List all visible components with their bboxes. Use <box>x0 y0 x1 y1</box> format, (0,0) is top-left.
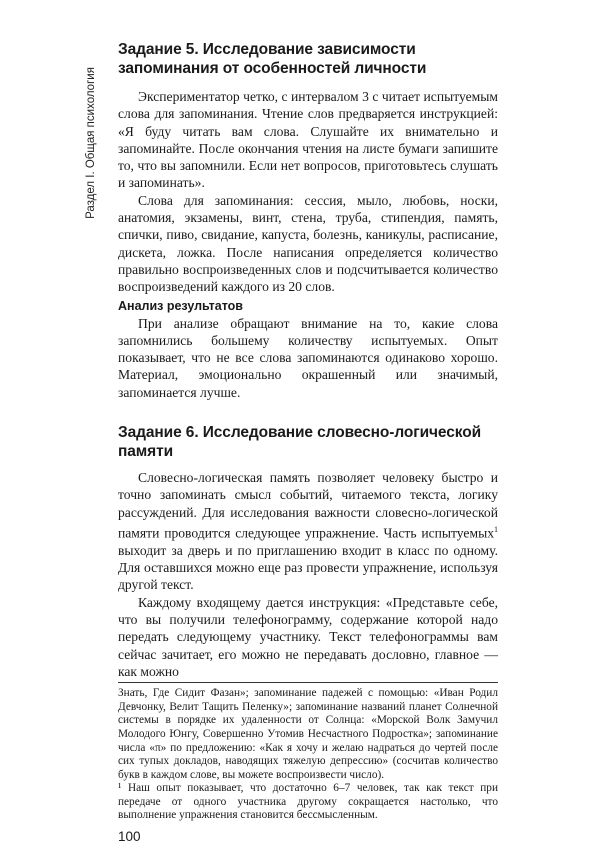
footnote-1: ¹ Наш опыт показывает, что достаточно 6–7 человек, так как текст при передаче от одного участника другому сокращается настолько, что выполнение упражнения становится бессмысленным. <box>118 782 498 822</box>
footnote-divider <box>118 682 498 683</box>
footnotes <box>118 687 498 823</box>
task6-title: Задание 6. Исследование словесно-логической памяти <box>118 424 482 461</box>
chapter-side-tab-label: Раздел I. Общая психология <box>85 67 98 219</box>
task6-paragraph-1 <box>118 469 498 594</box>
task6-paragraph-1-end: выходит за дверь и по приглашению входит в класс по одному. Для оставшихся можно еще раз провести упражнение, используя другой текст. <box>118 542 498 593</box>
footnote-continuation: Знать, Где Сидит Фазан»; запоминание падежей с помощью: «Иван Родил Девчонку, Велит Тащить Пеленку»; запоминание названий планет Солнечной системы в порядке их удаленности от Солнца: «Морской Волк Замучил Молодого Юнгу, Совершенно Утомив Несчастного Подростка»; запоминание числа «π» по предложению: «Как я хочу и желаю надраться до чертей после сих тупых докладов, наводящих тяжелую депрессию» (сосчитав количество букв в каждом слове, вы можете воспроизвести число). <box>118 687 498 781</box>
task5-paragraph-2: Слова для запоминания: сессия, мыло, любовь, носки, анатомия, экзамены, винт, стена, труба, стипендия, память, спички, пиво, свидание, капуста, болезнь, каникулы, расписание, дискета, ложка. После написания определяется количество правильно воспроизведенных слов и подсчитывается количество воспроизведений каждого из 20 слов. <box>118 192 498 295</box>
analysis-heading: Анализ результатов <box>118 298 243 313</box>
page-number: 100 <box>118 829 141 844</box>
task6-paragraph-2: Каждому входящему дается инструкция: «Представьте себе, что вы получили телефонограмму, содержание которой надо передать следующему участнику. Текст телефонограммы вам сейчас зачитает, его можно не передавать дословно, главное — как можно <box>118 594 498 679</box>
page-content <box>118 40 498 844</box>
task5-paragraph-1: Экспериментатор четко, с интервалом 3 с читает испытуемым слова для запоминания. Чтение слов предваряется инструкцией: «Я буду читать вам слова. Слушайте их внимательно и запоминайте. После окончания чтения на листе бумаги запишите то, что вы запомнили. Если нет вопросов, приготовьтесь слушать и запоминать». <box>118 89 498 191</box>
task5-title: Задание 5. Исследование зависимости запоминания от особенностей личности <box>118 41 427 77</box>
chapter-side-tab <box>78 43 104 243</box>
analysis-paragraph: При анализе обращают внимание на то, какие слова запомнились большему количеству испытуемых. Опыт показывает, что не все слова запоминаются одинаково хорошо. Материал, эмоционально окрашенный или значимый, запоминается лучше. <box>118 315 498 400</box>
task6-paragraph-1-start: Словесно-логическая память позволяет человеку быстро и точно запоминать смысл событий, читаемого текста, логику рассуждений. Для исследования важности словесно-логической памяти проводится следующее упражнение. Часть испытуемых <box>118 470 498 541</box>
footnote-marker: 1 <box>494 524 498 534</box>
